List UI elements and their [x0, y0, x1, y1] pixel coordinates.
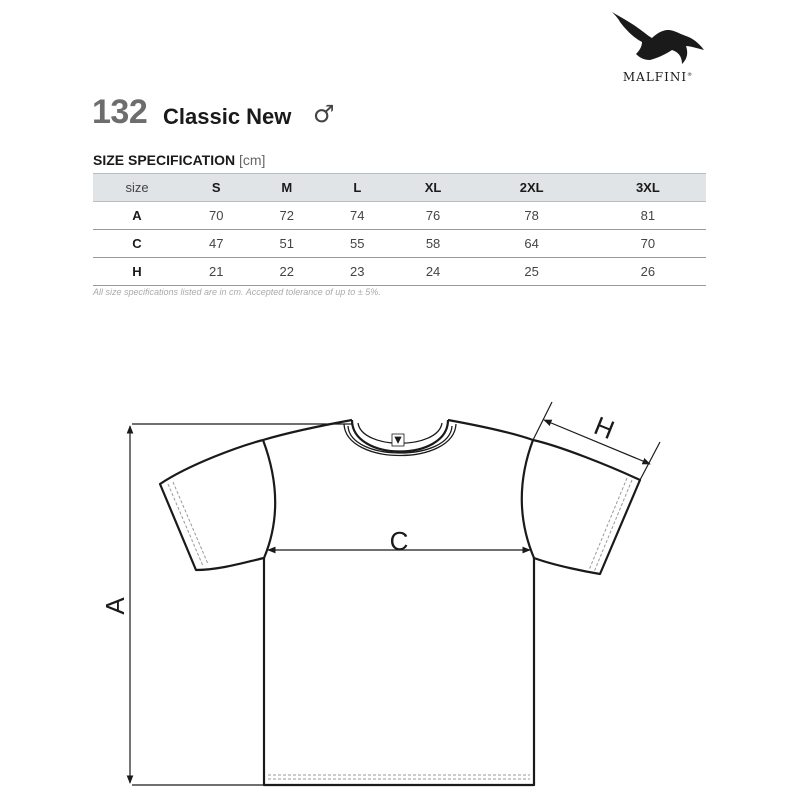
- table-cell: 81: [590, 202, 706, 230]
- table-cell: 26: [590, 258, 706, 286]
- brand-name: MALFINI: [622, 70, 688, 84]
- table-row: [93, 230, 706, 258]
- label-c: C: [389, 526, 409, 556]
- stitching: [168, 478, 632, 779]
- male-icon: ♂: [313, 100, 335, 128]
- row-label: A: [93, 202, 181, 230]
- header-s: S: [181, 174, 252, 202]
- table-cell: 64: [474, 230, 590, 258]
- spec-unit: [cm]: [238, 152, 266, 168]
- table-cell: 74: [322, 202, 393, 230]
- table-cell: 70: [590, 230, 706, 258]
- table-cell: 47: [181, 230, 252, 258]
- table-cell: 24: [393, 258, 474, 286]
- label-a: A: [100, 597, 130, 615]
- header-m: M: [252, 174, 323, 202]
- trademark-mark: ®: [687, 72, 694, 78]
- table-cell: 22: [252, 258, 323, 286]
- table-cell: 51: [252, 230, 323, 258]
- t-shirt-outline-icon: [0, 380, 800, 800]
- table-cell: 76: [393, 202, 474, 230]
- label-h: H: [590, 410, 619, 446]
- header-size: size: [93, 174, 181, 202]
- product-name: Classic New: [163, 104, 292, 129]
- product-code: 132: [92, 93, 148, 131]
- bird-logo-icon: [610, 8, 706, 66]
- size-table-header: [93, 174, 706, 202]
- table-cell: 21: [181, 258, 252, 286]
- table-cell: 78: [474, 202, 590, 230]
- spec-title: [93, 152, 265, 168]
- header-3xl: 3XL: [590, 174, 706, 202]
- table-cell: 72: [252, 202, 323, 230]
- spec-title-text: SIZE SPECIFICATION: [93, 152, 236, 168]
- table-cell: 70: [181, 202, 252, 230]
- table-cell: 25: [474, 258, 590, 286]
- table-row: [93, 258, 706, 286]
- table-cell: 23: [322, 258, 393, 286]
- size-table: [93, 173, 706, 286]
- shirt-outline: [160, 420, 640, 785]
- table-cell: 58: [393, 230, 474, 258]
- tshirt-diagram: [0, 380, 800, 805]
- table-cell: 55: [322, 230, 393, 258]
- table-row: [93, 202, 706, 230]
- header-xl: XL: [393, 174, 474, 202]
- brand-logo: [606, 8, 710, 84]
- header-l: L: [322, 174, 393, 202]
- collar-label: [392, 434, 404, 446]
- header-2xl: 2XL: [474, 174, 590, 202]
- row-label: C: [93, 230, 181, 258]
- row-label: H: [93, 258, 181, 286]
- tolerance-note: All size specifications listed are in cm. Accepted tolerance of up to ± 5%.: [93, 287, 381, 297]
